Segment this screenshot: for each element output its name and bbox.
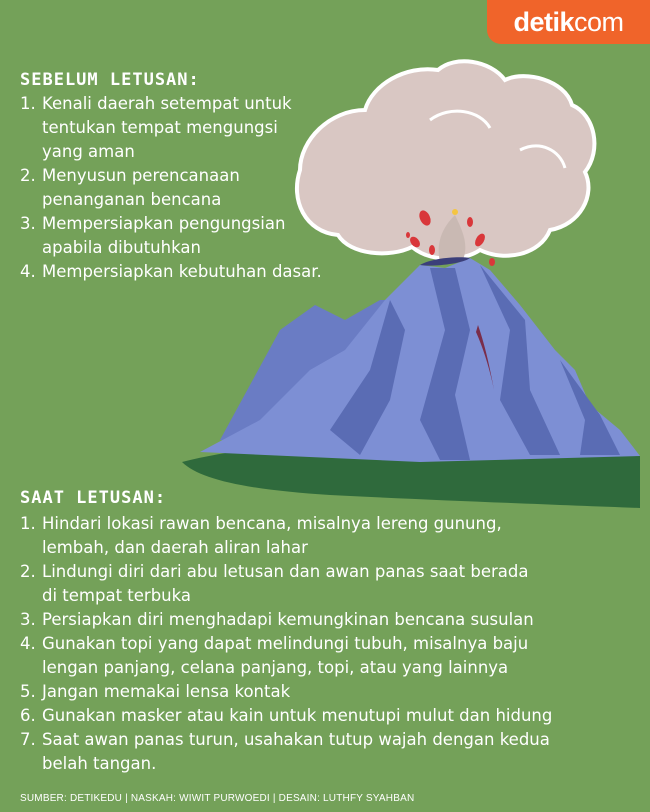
- item-number: 1.: [20, 514, 36, 533]
- item-line: Persiapkan diri menghadapi kemungkinan bencana susulan: [42, 610, 534, 629]
- item-text: [42, 164, 340, 212]
- item-line: lembah, dan daerah aliran lahar: [42, 538, 308, 557]
- item-line: Hindari lokasi rawan bencana, misalnya lereng gunung,: [42, 514, 502, 533]
- before-item: [20, 92, 340, 164]
- item-text: [42, 560, 580, 608]
- during-item: [20, 632, 580, 680]
- item-number: 7.: [20, 730, 36, 749]
- item-line: Menyusun perencanaan: [42, 166, 240, 185]
- spark: [452, 209, 458, 215]
- item-text: [42, 704, 580, 728]
- item-number: 4.: [20, 634, 36, 653]
- item-text: [42, 608, 580, 632]
- item-text: [42, 632, 580, 680]
- item-line: Lindungi diri dari abu letusan dan awan panas saat berada: [42, 562, 529, 581]
- before-heading: SEBELUM LETUSAN:: [20, 70, 200, 90]
- item-line: belah tangan.: [42, 754, 157, 773]
- during-heading: SAAT LETUSAN:: [20, 488, 167, 508]
- item-number: 2.: [20, 166, 36, 185]
- before-item: [20, 164, 340, 212]
- during-item: [20, 608, 580, 632]
- item-number: 5.: [20, 682, 36, 701]
- item-line: apabila dibutuhkan: [42, 238, 201, 257]
- item-text: [42, 728, 580, 776]
- item-text: [42, 92, 340, 164]
- item-line: Mempersiapkan kebutuhan dasar.: [42, 262, 322, 281]
- during-item: [20, 512, 580, 560]
- item-text: [42, 260, 340, 284]
- during-item: [20, 704, 580, 728]
- item-line: lengan panjang, celana panjang, topi, atau yang lainnya: [42, 658, 509, 677]
- before-item: [20, 212, 340, 260]
- item-number: 6.: [20, 706, 36, 725]
- item-number: 3.: [20, 610, 36, 629]
- before-item: [20, 260, 340, 284]
- credits-footer: SUMBER: DETIKEDU | NASKAH: WIWIT PURWOEDI | DESAIN: LUTHFY SYAHBAN: [20, 793, 415, 804]
- item-line: Gunakan masker atau kain untuk menutupi mulut dan hidung: [42, 706, 553, 725]
- during-item: [20, 560, 580, 608]
- item-number: 4.: [20, 262, 36, 281]
- item-line: Jangan memakai lensa kontak: [42, 682, 291, 701]
- item-number: 1.: [20, 94, 36, 113]
- during-item: [20, 728, 580, 776]
- item-line: tentukan tempat mengungsi: [42, 118, 278, 137]
- item-text: [42, 512, 580, 560]
- logo-part-detik: detik: [513, 6, 574, 37]
- item-line: yang aman: [42, 142, 135, 161]
- item-number: 3.: [20, 214, 36, 233]
- item-line: Mempersiapkan pengungsian: [42, 214, 286, 233]
- detikcom-logo[interactable]: [487, 0, 650, 44]
- item-number: 2.: [20, 562, 36, 581]
- item-line: Saat awan panas turun, usahakan tutup wajah dengan kedua: [42, 730, 550, 749]
- item-line: penanganan bencana: [42, 190, 222, 209]
- item-line: Kenali daerah setempat untuk: [42, 94, 292, 113]
- item-line: di tempat terbuka: [42, 586, 192, 605]
- before-list: [20, 92, 340, 284]
- during-item: [20, 680, 580, 704]
- item-line: Gunakan topi yang dapat melindungi tubuh, misalnya baju: [42, 634, 529, 653]
- item-text: [42, 680, 580, 704]
- during-list: [20, 512, 580, 776]
- item-text: [42, 212, 340, 260]
- logo-part-com: com: [574, 6, 624, 37]
